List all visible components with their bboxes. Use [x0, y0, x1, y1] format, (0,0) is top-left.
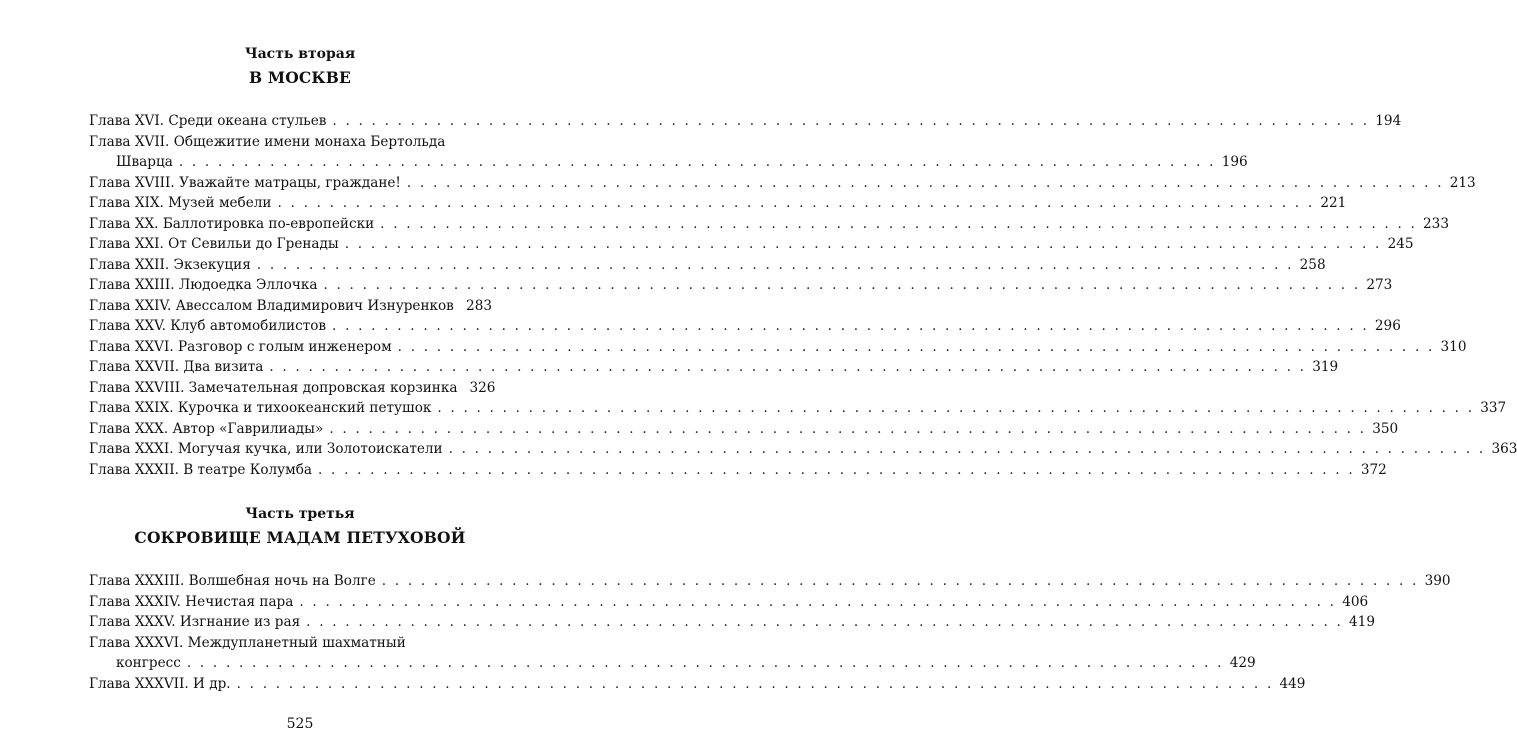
chapter-title: Глава XIX. Музей мебели	[89, 195, 272, 211]
chapter-title: Шварца	[116, 154, 173, 170]
part-three-label: Часть третья	[245, 506, 355, 522]
toc-entry	[89, 633, 492, 654]
dot-leader: . . . . . . . . . . . . . . . . . . . . . . . . . . . . . . . . . . . . . . . . . . . . . . . . . . . . . . . . . . . . . . . . . . . . . . . . . . . . . . . .	[381, 573, 1419, 589]
toc-entry	[89, 111, 1402, 132]
dot-leader: . . . . . . . . . . . . . . . . . . . . . . . . . . . . . . . . . . . . . . . . . . . . . . . . . . . . . . . . . . . . . . . . . . . . . . . . . . . . . . . .	[332, 113, 1370, 129]
chapter-title: конгресс	[116, 655, 181, 671]
part-three-title: СОКРОВИЩЕ МАДАМ ПЕТУХОВОЙ	[134, 528, 466, 547]
dot-leader: . . . . . . . . . . . . . . . . . . . . . . . . . . . . . . . . . . . . . . . . . . . . . . . . . . . . . . . . . . . . . . . . . . . . . . . . . . . . . . . .	[323, 277, 1361, 293]
chapter-title: Глава XVII. Общежитие имени монаха Бертольда	[89, 133, 446, 150]
chapter-title: Глава XXXIV. Нечистая пара	[89, 593, 294, 610]
chapter-page-number: 363	[1491, 441, 1517, 457]
dot-leader: . . . . . . . . . . . . . . . . . . . . . . . . . . . . . . . . . . . . . . . . . . . . . . . . . . . . . . . . . . . . . . . . . . . . . . . . . . . . . . . .	[332, 318, 1369, 334]
dot-leader: . . . . . . . . . . . . . . . . . . . . . . . . . . . . . . . . . . . . . . . . . . . . . . . . . . . . . . . . . . . . . . . . . . . . . . . . . . . . . . . .	[406, 174, 1444, 191]
chapter-page-number: 449	[1279, 675, 1306, 692]
toc-entry	[89, 357, 1339, 378]
part-two-label: Часть вторая	[244, 46, 356, 62]
toc-entry	[89, 337, 1467, 358]
chapter-page-number: 283	[466, 297, 492, 314]
toc-entry	[89, 674, 1306, 695]
chapter-page-number: 245	[1387, 236, 1414, 252]
toc-entry	[89, 419, 1399, 440]
chapter-title: Глава XX. Баллотировка по-европейски	[89, 215, 375, 232]
chapter-page-number: 258	[1299, 256, 1326, 273]
chapter-title: Глава XXXVI. Междупланетный шахматный	[89, 634, 406, 651]
chapter-page-number: 319	[1312, 359, 1339, 375]
toc-entry	[89, 460, 1387, 481]
toc-entry	[89, 378, 496, 399]
chapter-page-number: 350	[1372, 420, 1399, 437]
toc-entry	[89, 398, 1507, 419]
toc-entry	[89, 296, 492, 317]
chapter-title: Глава XVI. Среди океана стульев	[89, 113, 327, 129]
toc-entry	[89, 612, 1375, 633]
chapter-title: Глава XXXI. Могучая кучка, или Золотоискатели	[89, 441, 443, 457]
dot-leader: . . . . . . . . . . . . . . . . . . . . . . . . . . . . . . . . . . . . . . . . . . . . . . . . . . . . . . . . . . . . . . . . . . . . . . . . . . . . . . . .	[269, 359, 1307, 375]
chapter-page-number: 310	[1440, 338, 1467, 355]
toc-entry	[89, 275, 1393, 296]
dot-leader: . . . . . . . . . . . . . . . . . . . . . . . . . . . . . . . . . . . . . . . . . . . . . . . . . . . . . . . . . . . . . . . . . . . . . . . . . . . . . . . .	[186, 655, 1224, 671]
chapter-page-number: 390	[1424, 573, 1451, 589]
toc-entry	[89, 653, 1256, 674]
dot-leader: . . . . . . . . . . . . . . . . . . . . . . . . . . . . . . . . . . . . . . . . . . . . . . . . . . . . . . . . . . . . . . . . . . . . . . . . . . . . . . . .	[380, 215, 1418, 232]
toc-entry	[89, 214, 1449, 235]
chapter-title: Глава XXIV. Авессалом Владимирович Изнуренков	[89, 297, 454, 314]
chapter-title: Глава XXXII. В театре Колумба	[89, 461, 313, 478]
chapter-page-number: 429	[1229, 655, 1256, 671]
part-two-title: В МОСКВЕ	[248, 68, 352, 87]
chapter-page-number: 326	[469, 379, 496, 396]
dot-leader: . . . . . . . . . . . . . . . . . . . . . . . . . . . . . . . . . . . . . . . . . . . . . . . . . . . . . . . . . . . . . . . . . . . . . . . . . . . . . . . .	[236, 675, 1274, 692]
dot-leader: . . . . . . . . . . . . . . . . . . . . . . . . . . . . . . . . . . . . . . . . . . . . . . . . . . . . . . . . . . . . . . . . . . . . . . . . . . . . . . . .	[397, 338, 1435, 355]
dot-leader: . . . . . . . . . . . . . . . . . . . . . . . . . . . . . . . . . . . . . . . . . . . . . . . . . . . . . . . . . . . . . . . . . . . . . . . . . . . . . . . .	[448, 441, 1486, 457]
chapter-title: Глава XXVI. Разговор с голым инженером	[89, 338, 392, 355]
chapter-page-number: 372	[1360, 461, 1387, 478]
chapter-title: Глава XVIII. Уважайте матрацы, граждане!	[89, 174, 401, 191]
part-three-toc	[89, 571, 1451, 694]
part-two-toc	[89, 111, 1517, 480]
chapter-title: Глава XXIX. Курочка и тихоокеанский петушок	[89, 400, 432, 416]
chapter-title: Глава XXX. Автор «Гаврилиады»	[89, 420, 324, 437]
dot-leader: . . . . . . . . . . . . . . . . . . . . . . . . . . . . . . . . . . . . . . . . . . . . . . . . . . . . . . . . . . . . . . . . . . . . . . . . . . . . . . . .	[318, 461, 1355, 478]
dot-leader: . . . . . . . . . . . . . . . . . . . . . . . . . . . . . . . . . . . . . . . . . . . . . . . . . . . . . . . . . . . . . . . . . . . . . . . . . . . . . . . .	[178, 154, 1216, 170]
toc-entry	[89, 173, 1476, 194]
dot-leader: . . . . . . . . . . . . . . . . . . . . . . . . . . . . . . . . . . . . . . . . . . . . . . . . . . . . . . . . . . . . . . . . . . . . . . . . . . . . . . . .	[344, 236, 1382, 252]
chapter-title: Глава XXXV. Изгнание из рая	[89, 614, 301, 630]
toc-entry	[89, 152, 1248, 173]
chapter-page-number: 273	[1366, 277, 1393, 293]
toc-entry	[89, 592, 1369, 613]
chapter-title: Глава XXVII. Два визита	[89, 359, 264, 375]
dot-leader: . . . . . . . . . . . . . . . . . . . . . . . . . . . . . . . . . . . . . . . . . . . . . . . . . . . . . . . . . . . . . . . . . . . . . . . . . . . . . . . .	[277, 195, 1315, 211]
chapter-title: Глава XXXVII. И др.	[89, 675, 231, 692]
chapter-title: Глава XXXIII. Волшебная ночь на Волге	[89, 573, 376, 589]
toc-entry	[89, 571, 1451, 592]
chapter-page-number: 194	[1375, 113, 1402, 129]
dot-leader: . . . . . . . . . . . . . . . . . . . . . . . . . . . . . . . . . . . . . . . . . . . . . . . . . . . . . . . . . . . . . . . . . . . . . . . . . . . . . . . .	[329, 420, 1367, 437]
chapter-title: Глава XXII. Экзекуция	[89, 256, 251, 273]
dot-leader: . . . . . . . . . . . . . . . . . . . . . . . . . . . . . . . . . . . . . . . . . . . . . . . . . . . . . . . . . . . . . . . . . . . . . . . . . . . . . . . .	[256, 256, 1294, 273]
chapter-page-number: 221	[1320, 195, 1347, 211]
chapter-page-number: 337	[1480, 400, 1507, 416]
chapter-page-number: 406	[1342, 593, 1369, 610]
chapter-page-number: 233	[1423, 215, 1449, 232]
page-number: 525	[286, 716, 314, 732]
dot-leader: . . . . . . . . . . . . . . . . . . . . . . . . . . . . . . . . . . . . . . . . . . . . . . . . . . . . . . . . . . . . . . . . . . . . . . . . . . . . . . . .	[306, 614, 1344, 630]
dot-leader: . . . . . . . . . . . . . . . . . . . . . . . . . . . . . . . . . . . . . . . . . . . . . . . . . . . . . . . . . . . . . . . . . . . . . . . . . . . . . . . .	[299, 593, 1337, 610]
chapter-page-number: 419	[1349, 614, 1375, 630]
toc-entry	[89, 234, 1414, 255]
toc-entry	[89, 316, 1401, 337]
dot-leader: . . . . . . . . . . . . . . . . . . . . . . . . . . . . . . . . . . . . . . . . . . . . . . . . . . . . . . . . . . . . . . . . . . . . . . . . . . . . . . . .	[437, 400, 1475, 416]
chapter-page-number: 213	[1449, 174, 1476, 191]
chapter-title: Глава XXV. Клуб автомобилистов	[89, 318, 327, 334]
chapter-page-number: 296	[1374, 318, 1401, 334]
toc-entry	[89, 439, 1517, 460]
toc-entry	[89, 193, 1347, 214]
chapter-page-number: 196	[1221, 154, 1248, 170]
chapter-title: Глава XXIII. Людоедка Эллочка	[89, 277, 318, 293]
toc-entry	[89, 255, 1326, 276]
chapter-title: Глава XXI. От Севильи до Гренады	[89, 236, 339, 252]
toc-entry	[89, 132, 492, 153]
chapter-title: Глава XXVIII. Замечательная допровская корзинка	[89, 379, 458, 396]
